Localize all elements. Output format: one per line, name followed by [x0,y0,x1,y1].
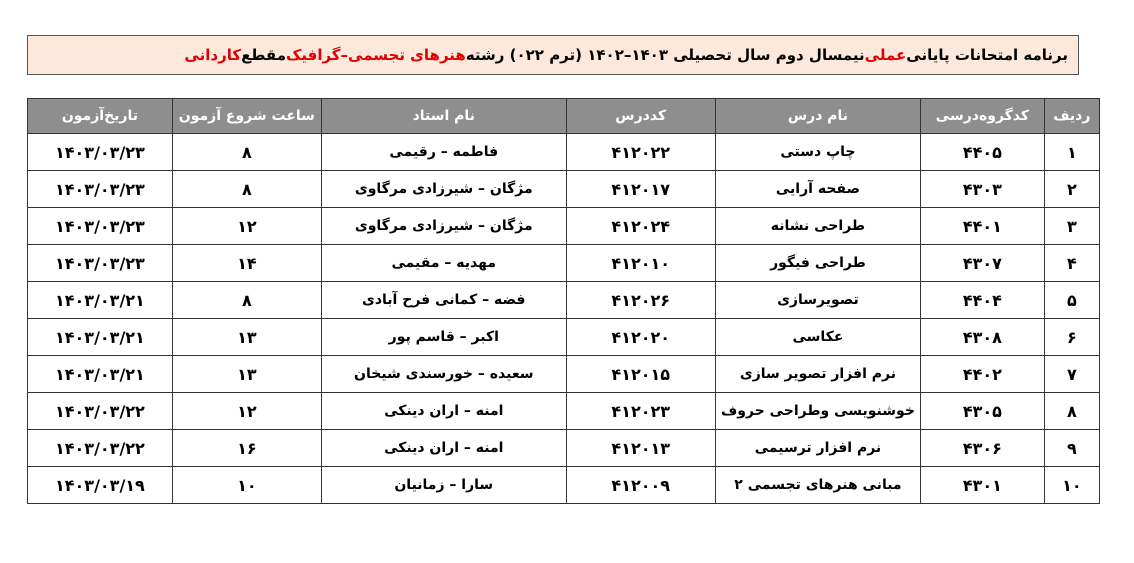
cell-exam-date: ۱۴۰۳/۰۳/۲۳ [28,245,173,282]
cell-course-name: مبانی هنرهای تجسمی ۲ [715,467,920,504]
header-group-code: کدگروه‌درسی [921,99,1044,134]
table-row [28,467,1100,504]
header-start-time: ساعت شروع آزمون [172,99,321,134]
cell-exam-date: ۱۴۰۳/۰۳/۱۹ [28,467,173,504]
header-exam-date: تاریخ‌آزمون [28,99,173,134]
cell-start-time: ۱۳ [172,356,321,393]
cell-row-number: ۹ [1044,430,1099,467]
table-header-row [28,99,1100,134]
cell-row-number: ۶ [1044,319,1099,356]
cell-start-time: ۱۲ [172,208,321,245]
cell-course-code: ۴۱۲۰۱۰ [566,245,715,282]
cell-row-number: ۵ [1044,282,1099,319]
cell-start-time: ۸ [172,134,321,171]
cell-exam-date: ۱۴۰۳/۰۳/۲۳ [28,134,173,171]
cell-start-time: ۱۶ [172,430,321,467]
cell-row-number: ۲ [1044,171,1099,208]
title-highlight-degree: کاردانی [184,46,242,64]
table-row [28,319,1100,356]
cell-course-name: عکاسی [715,319,920,356]
cell-exam-date: ۱۴۰۳/۰۳/۲۲ [28,393,173,430]
cell-start-time: ۸ [172,171,321,208]
cell-course-name: نرم افزار تصویر سازی [715,356,920,393]
cell-course-name: چاپ دستی [715,134,920,171]
cell-group-code: ۴۳۰۳ [921,171,1044,208]
cell-instructor: فضه – کمانی فرح آبادی [321,282,566,319]
cell-course-name: طراحی فیگور [715,245,920,282]
table-row [28,393,1100,430]
cell-row-number: ۷ [1044,356,1099,393]
cell-start-time: ۸ [172,282,321,319]
cell-row-number: ۳ [1044,208,1099,245]
cell-row-number: ۱۰ [1044,467,1099,504]
title-highlight-field: هنرهای تجسمی–گرافیک [286,46,466,64]
table-row [28,282,1100,319]
cell-course-name: صفحه آرایی [715,171,920,208]
cell-start-time: ۱۴ [172,245,321,282]
cell-group-code: ۴۴۰۲ [921,356,1044,393]
cell-start-time: ۱۲ [172,393,321,430]
cell-course-code: ۴۱۲۰۱۳ [566,430,715,467]
cell-course-name: خوشنویسی وطراحی حروف [715,393,920,430]
cell-instructor: مژگان – شیرزادی مرگاوی [321,171,566,208]
cell-group-code: ۴۳۰۸ [921,319,1044,356]
table-row [28,356,1100,393]
cell-course-code: ۴۱۲۰۲۶ [566,282,715,319]
cell-course-name: طراحی نشانه [715,208,920,245]
cell-course-code: ۴۱۲۰۰۹ [566,467,715,504]
cell-course-code: ۴۱۲۰۱۷ [566,171,715,208]
cell-instructor: امنه – اران دینکی [321,430,566,467]
cell-exam-date: ۱۴۰۳/۰۳/۲۳ [28,208,173,245]
cell-exam-date: ۱۴۰۳/۰۳/۲۱ [28,319,173,356]
title-part-2: نیمسال دوم سال تحصیلی ۱۴۰۳–۱۴۰۲ (ترم ۰۲۲) رشته [465,46,865,64]
cell-instructor: فاطمه – رقیمی [321,134,566,171]
cell-course-code: ۴۱۲۰۲۴ [566,208,715,245]
table-row [28,171,1100,208]
cell-group-code: ۴۴۰۱ [921,208,1044,245]
cell-exam-date: ۱۴۰۳/۰۳/۲۱ [28,356,173,393]
exam-schedule-table [27,98,1100,504]
cell-exam-date: ۱۴۰۳/۰۳/۲۲ [28,430,173,467]
cell-course-code: ۴۱۲۰۲۳ [566,393,715,430]
header-course-code: کددرس [566,99,715,134]
title-part-3: مقطع [241,46,287,64]
cell-group-code: ۴۳۰۶ [921,430,1044,467]
cell-group-code: ۴۳۰۷ [921,245,1044,282]
title-highlight-practical: عملی [864,46,907,64]
cell-instructor: مژگان – شیرزادی مرگاوی [321,208,566,245]
header-course-name: نام درس [715,99,920,134]
table-row [28,245,1100,282]
cell-course-name: نرم افزار ترسیمی [715,430,920,467]
cell-group-code: ۴۴۰۵ [921,134,1044,171]
cell-instructor: سعیده – خورسندی شیخان [321,356,566,393]
cell-instructor: اکبر – قاسم پور [321,319,566,356]
cell-row-number: ۱ [1044,134,1099,171]
cell-exam-date: ۱۴۰۳/۰۳/۲۱ [28,282,173,319]
table-row [28,208,1100,245]
table-row [28,430,1100,467]
cell-course-code: ۴۱۲۰۱۵ [566,356,715,393]
table-row [28,134,1100,171]
cell-course-code: ۴۱۲۰۲۲ [566,134,715,171]
cell-group-code: ۴۴۰۴ [921,282,1044,319]
cell-start-time: ۱۳ [172,319,321,356]
cell-row-number: ۸ [1044,393,1099,430]
cell-group-code: ۴۳۰۱ [921,467,1044,504]
cell-start-time: ۱۰ [172,467,321,504]
cell-course-name: تصویرسازی [715,282,920,319]
header-row-number: ردیف [1044,99,1099,134]
schedule-title [27,35,1079,75]
cell-course-code: ۴۱۲۰۲۰ [566,319,715,356]
cell-instructor: مهدیه – مقیمی [321,245,566,282]
title-part-1: برنامه امتحانات پایانی [906,46,1068,64]
cell-row-number: ۴ [1044,245,1099,282]
cell-group-code: ۴۳۰۵ [921,393,1044,430]
header-instructor: نام استاد [321,99,566,134]
cell-instructor: سارا – زمانیان [321,467,566,504]
cell-instructor: امنه – اران دینکی [321,393,566,430]
cell-exam-date: ۱۴۰۳/۰۳/۲۳ [28,171,173,208]
